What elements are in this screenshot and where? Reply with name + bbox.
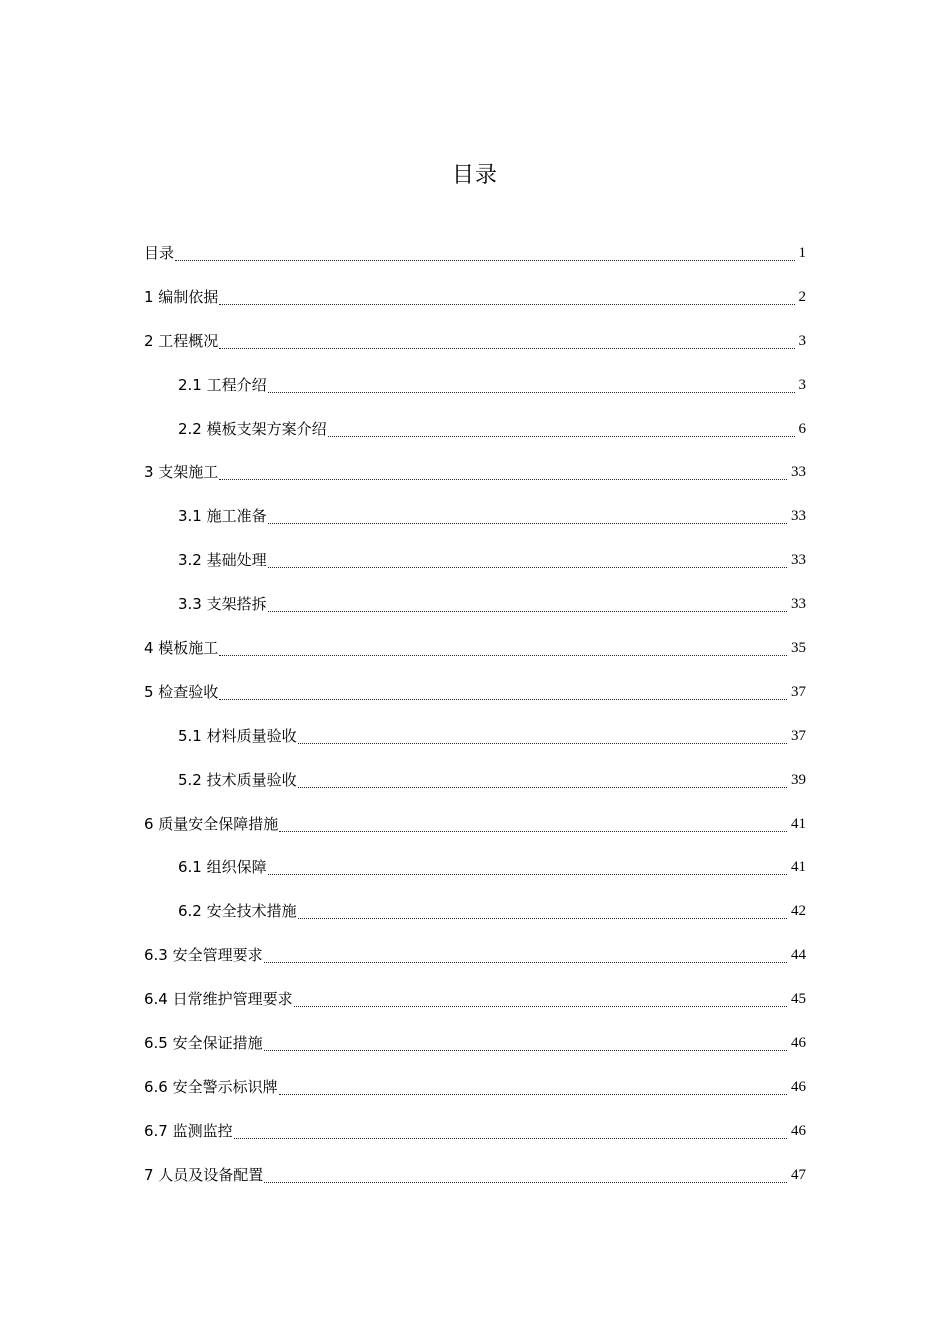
toc-dot-leader [268, 499, 789, 533]
toc-page-number: 33 [791, 508, 806, 525]
toc-entry-label: 1 编制依据 [144, 287, 219, 306]
toc-dot-leader [175, 236, 796, 270]
toc-entry[interactable] [144, 894, 806, 938]
toc-dot-leader [219, 631, 789, 665]
toc-page-number: 41 [791, 815, 806, 832]
toc-page-number: 37 [791, 683, 806, 700]
toc-entry-label: 5.1 材料质量验收 [178, 726, 297, 745]
toc-entry-label: 6 质量安全保障措施 [144, 814, 279, 833]
toc-entry-label: 6.6 安全警示标识牌 [144, 1077, 278, 1096]
toc-entry-label: 6.5 安全保证措施 [144, 1034, 263, 1053]
toc-entry-label: 6.3 安全管理要求 [144, 946, 263, 965]
toc-dot-leader [294, 982, 789, 1016]
toc-entry[interactable] [144, 1114, 806, 1158]
toc-entry-label: 7 人员及设备配置 [144, 1165, 264, 1184]
page-title: 目录 [451, 163, 498, 188]
toc-page-number: 37 [791, 727, 806, 744]
toc-entry-label: 6.2 安全技术措施 [178, 902, 297, 921]
toc-page-number: 44 [791, 947, 806, 964]
toc-dot-leader [264, 1158, 789, 1192]
toc-page-number: 6 [798, 420, 806, 437]
toc-entry[interactable] [144, 938, 806, 982]
toc-entry[interactable] [144, 807, 806, 851]
toc-entry-label: 3 支架施工 [144, 463, 219, 482]
toc-page-number: 33 [791, 596, 806, 613]
toc-page-number: 46 [791, 1035, 806, 1052]
toc-page-number: 35 [791, 640, 806, 657]
toc-page-number: 41 [791, 859, 806, 876]
toc-entry-label: 3.2 基础处理 [178, 551, 267, 570]
toc-entry[interactable] [144, 236, 806, 280]
toc-dot-leader [298, 719, 789, 753]
toc-entry[interactable] [144, 280, 806, 324]
toc-entry-label: 6.7 监测监控 [144, 1121, 233, 1140]
toc-dot-leader [298, 763, 789, 797]
toc-dot-leader [234, 1114, 789, 1148]
toc-entry[interactable] [144, 543, 806, 587]
toc-entry-label: 4 模板施工 [144, 639, 219, 658]
toc-page-number: 46 [791, 1078, 806, 1095]
toc-dot-leader [264, 1026, 789, 1060]
toc-dot-leader [328, 412, 797, 446]
toc-dot-leader [268, 368, 797, 402]
toc-entry[interactable] [144, 412, 806, 456]
toc-page-number: 42 [791, 903, 806, 920]
toc-entry[interactable] [144, 850, 806, 894]
toc-entry[interactable] [144, 982, 806, 1026]
toc-page-number: 2 [798, 288, 806, 305]
toc-entry[interactable] [144, 1070, 806, 1114]
toc-entry[interactable] [144, 368, 806, 412]
toc-entry-label: 2.2 模板支架方案介绍 [178, 419, 327, 438]
toc-dot-leader [279, 1070, 789, 1104]
toc-entry-label: 3.1 施工准备 [178, 507, 267, 526]
toc-entry[interactable] [144, 324, 806, 368]
toc-entry-label: 5.2 技术质量验收 [178, 770, 297, 789]
toc-entry-label: 目录 [144, 244, 175, 262]
toc-entry[interactable] [144, 763, 806, 807]
toc-entry-label: 2.1 工程介绍 [178, 375, 267, 394]
toc-entry-label: 6.4 日常维护管理要求 [144, 990, 293, 1009]
toc-entry[interactable] [144, 1158, 806, 1202]
toc-entry-label: 3.3 支架搭拆 [178, 595, 267, 614]
toc-dot-leader [268, 543, 789, 577]
toc-entry-label: 2 工程概况 [144, 331, 219, 350]
toc-page-number: 3 [798, 376, 806, 393]
toc-entry-label: 6.1 组织保障 [178, 858, 267, 877]
toc-entry[interactable] [144, 455, 806, 499]
toc-page-number: 45 [791, 991, 806, 1008]
toc-dot-leader [219, 455, 789, 489]
toc-page-number: 46 [791, 1122, 806, 1139]
toc-dot-leader [264, 938, 789, 972]
toc-entry[interactable] [144, 675, 806, 719]
toc-dot-leader [219, 324, 796, 358]
toc-entry[interactable] [144, 1026, 806, 1070]
toc-dot-leader [219, 675, 789, 709]
toc-page-number: 33 [791, 464, 806, 481]
toc-page-number: 39 [791, 771, 806, 788]
toc-dot-leader [279, 807, 789, 841]
toc-entry[interactable] [144, 499, 806, 543]
table-of-contents [144, 236, 806, 1202]
toc-entry-label: 5 检查验收 [144, 682, 219, 701]
toc-entry[interactable] [144, 631, 806, 675]
toc-page-number: 1 [798, 245, 806, 261]
toc-dot-leader [219, 280, 796, 314]
toc-dot-leader [268, 587, 789, 621]
toc-dot-leader [268, 850, 789, 884]
toc-page-number: 3 [798, 332, 806, 349]
toc-page-number: 47 [791, 1166, 806, 1183]
toc-entry[interactable] [144, 719, 806, 763]
toc-dot-leader [298, 894, 789, 928]
toc-entry[interactable] [144, 587, 806, 631]
toc-page-number: 33 [791, 552, 806, 569]
